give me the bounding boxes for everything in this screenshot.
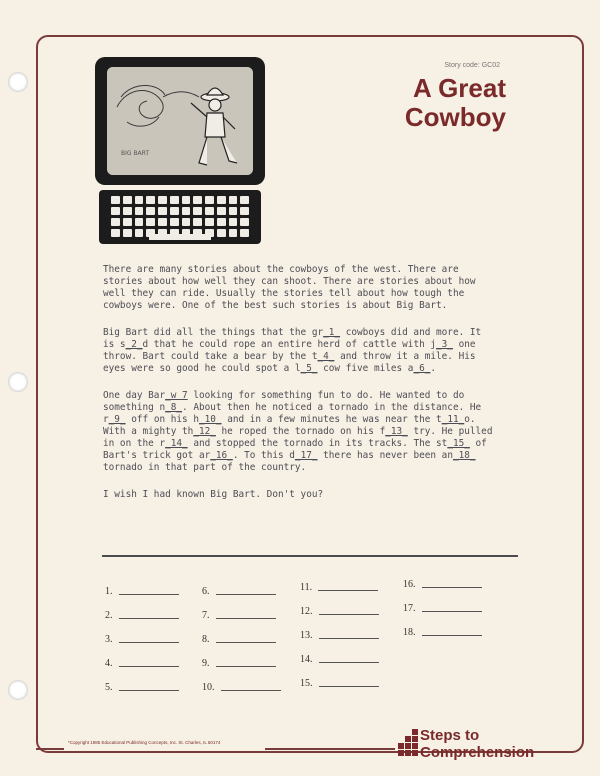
answer-blank[interactable] <box>403 603 482 614</box>
key <box>146 196 155 204</box>
answer-line[interactable] <box>422 587 482 588</box>
answer-line[interactable] <box>216 666 276 667</box>
key <box>205 196 214 204</box>
story-text-segment: . <box>430 363 437 374</box>
cloze-blank: _8_ <box>165 402 183 413</box>
story-text-segment: . To this d <box>232 450 295 461</box>
answer-blank[interactable] <box>300 654 379 665</box>
answer-line[interactable] <box>319 638 379 639</box>
answer-line[interactable] <box>119 666 179 667</box>
key <box>123 218 132 226</box>
key <box>146 207 155 215</box>
key <box>111 229 120 237</box>
key <box>135 218 144 226</box>
answer-blank[interactable] <box>300 606 379 617</box>
answer-number: 12. <box>300 606 313 617</box>
story-paragraph-1: There are many stories about the cowboys of the west. There are stories about how well they can shoot. There are stories about how well they can ride. Usually the stories tell about how tough the cowboys were. One of the best such stories is about Big Bart. <box>103 264 476 311</box>
story-text-segment: and stopped the tornado in its tracks. The st <box>187 438 448 449</box>
answer-blank[interactable] <box>202 586 276 597</box>
cloze-blank: _4_ <box>317 351 335 362</box>
answer-line[interactable] <box>422 611 482 612</box>
cloze-blank: _3_ <box>436 339 453 350</box>
answer-blanks <box>105 579 505 699</box>
answer-blank[interactable] <box>202 634 276 645</box>
cloze-blank: _5_ <box>300 363 318 374</box>
story-text-segment: off on his h <box>125 414 199 425</box>
answer-number: 13. <box>300 630 313 641</box>
answer-line[interactable] <box>422 635 482 636</box>
key <box>135 196 144 204</box>
footer-rule-right <box>265 748 395 750</box>
story-text-segment: he roped the tornado on his f <box>215 426 386 437</box>
answer-line[interactable] <box>319 686 379 687</box>
key <box>170 207 179 215</box>
answer-number: 14. <box>300 654 313 665</box>
cloze-blank: _6_ <box>413 363 431 374</box>
cloze-blank: _16_ <box>210 450 233 461</box>
story-paragraph-4: I wish I had known Big Bart. Don't you? <box>103 489 324 500</box>
answer-line[interactable] <box>119 618 179 619</box>
key <box>240 196 249 204</box>
cloze-blank: _w 7 <box>165 390 188 401</box>
monitor <box>95 57 265 185</box>
answer-blank[interactable] <box>202 610 276 621</box>
story-text-segment: d that he could rope an entire herd of cattle with j <box>142 339 437 350</box>
answer-blank[interactable] <box>105 658 179 669</box>
answer-line[interactable] <box>216 594 276 595</box>
answer-blank[interactable] <box>105 682 179 693</box>
cloze-blank: _13_ <box>385 426 408 437</box>
story-text-segment: and in a few minutes he was near the t <box>221 414 442 425</box>
answer-line[interactable] <box>119 642 179 643</box>
cloze-blank: _11_ <box>441 414 465 425</box>
key <box>123 207 132 215</box>
title-line-1: A Great <box>413 73 506 103</box>
cloze-blank: _1_ <box>323 327 341 338</box>
answer-blank[interactable] <box>300 582 378 593</box>
story-text-segment: there has never been an <box>317 450 453 461</box>
key <box>217 218 226 226</box>
key <box>182 218 191 226</box>
key <box>158 196 167 204</box>
answer-line[interactable] <box>319 662 379 663</box>
key <box>111 196 120 204</box>
key <box>229 196 238 204</box>
keyboard-keys <box>111 196 249 237</box>
key <box>135 207 144 215</box>
key <box>193 207 202 215</box>
key <box>182 207 191 215</box>
answer-line[interactable] <box>119 690 179 691</box>
answer-blank[interactable] <box>105 610 179 621</box>
answer-blank[interactable] <box>300 630 379 641</box>
copyright-text: *Copyright 1985 Educational Publishing Concepts, Inc. St. Charles, IL 60174 <box>68 740 221 745</box>
cloze-blank: _15_ <box>447 438 470 449</box>
story-paragraph-3 <box>103 390 493 474</box>
cloze-blank: _17_ <box>294 450 318 461</box>
story-text-segment: try. He pulled in on the r <box>103 426 493 449</box>
page-title <box>378 74 506 132</box>
answer-number: 17. <box>403 603 416 614</box>
cowboy-tornado-drawing <box>107 67 253 175</box>
story-text-segment: and throw it a mile. His eyes were so good he could spot a l <box>103 351 476 374</box>
punch-hole-top <box>8 72 28 92</box>
answer-number: 11. <box>300 582 313 593</box>
brand-text <box>420 727 534 761</box>
cloze-blank: _2_ <box>125 339 143 350</box>
story-paragraph-2 <box>103 327 493 375</box>
story-text-segment: looking for something fun to do. He wanted to do something n <box>103 390 465 413</box>
answer-line[interactable] <box>319 614 379 615</box>
divider-line <box>102 555 518 557</box>
answer-number: 2. <box>105 610 113 621</box>
key <box>170 218 179 226</box>
brand-logo <box>398 727 588 767</box>
answer-line[interactable] <box>216 642 276 643</box>
answer-number: 7. <box>202 610 210 621</box>
key <box>229 207 238 215</box>
story-text-segment: cow five miles a <box>317 363 414 374</box>
answer-line[interactable] <box>216 618 276 619</box>
keyboard <box>99 190 261 244</box>
story-text-segment: o. With a mighty th <box>103 414 476 437</box>
key <box>182 196 191 204</box>
cloze-blank: _9_ <box>108 414 126 425</box>
key <box>217 207 226 215</box>
answer-line[interactable] <box>221 690 281 691</box>
key <box>135 229 144 237</box>
answer-number: 1. <box>105 586 113 597</box>
key <box>111 207 120 215</box>
key <box>229 218 238 226</box>
cloze-blank: _18_ <box>452 450 476 461</box>
key <box>240 229 249 237</box>
answer-number: 4. <box>105 658 113 669</box>
key <box>123 229 132 237</box>
story-text-segment: cowboys did and more. It is s <box>103 327 482 350</box>
cloze-blank: _12_ <box>193 426 216 437</box>
steps-logo-icon <box>398 733 420 755</box>
key <box>217 196 226 204</box>
punch-hole-bottom <box>8 680 28 700</box>
key <box>229 229 238 237</box>
key <box>193 196 202 204</box>
monitor-screen <box>107 67 253 175</box>
answer-number: 3. <box>105 634 113 645</box>
key <box>240 218 249 226</box>
story-text <box>103 264 493 516</box>
story-code: Story code: GC02 <box>444 62 500 69</box>
key <box>240 207 249 215</box>
footer-rule-left <box>36 748 64 750</box>
answer-number: 5. <box>105 682 113 693</box>
key <box>111 218 120 226</box>
key <box>146 218 155 226</box>
answer-number: 18. <box>403 627 416 638</box>
answer-blank[interactable] <box>202 658 276 669</box>
answer-blank[interactable] <box>105 586 179 597</box>
story-text-segment: Big Bart did all the things that the gr <box>103 327 324 338</box>
answer-blank[interactable] <box>403 627 482 638</box>
story-text-segment: One day Bar <box>103 390 166 401</box>
answer-line[interactable] <box>318 590 378 591</box>
story-text-segment: . About then he noticed a tornado in the distance. He r <box>103 402 482 425</box>
answer-number: 6. <box>202 586 210 597</box>
screen-caption: BIG BART <box>121 150 150 157</box>
key <box>205 207 214 215</box>
answer-number: 15. <box>300 678 313 689</box>
cloze-blank: _14_ <box>165 438 188 449</box>
answer-line[interactable] <box>119 594 179 595</box>
brand-line-1: Steps to <box>420 727 480 744</box>
story-text-segment: tornado in that part of the country. <box>103 462 307 473</box>
punch-hole-middle <box>8 372 28 392</box>
key <box>123 196 132 204</box>
answer-number: 10. <box>202 682 215 693</box>
key <box>193 218 202 226</box>
key <box>205 218 214 226</box>
key <box>217 229 226 237</box>
key <box>158 207 167 215</box>
keyboard-spacebar <box>149 234 211 240</box>
answer-blank[interactable] <box>202 682 281 693</box>
answer-blank[interactable] <box>105 634 179 645</box>
story-text-segment: one throw. Bart could take a bear by the t <box>103 339 476 362</box>
title-line-2: Cowboy <box>404 102 506 132</box>
brand-line-2: Comprehension <box>420 744 535 761</box>
answer-number: 16. <box>403 579 416 590</box>
answer-number: 9. <box>202 658 210 669</box>
answer-blank[interactable] <box>403 579 482 590</box>
key <box>170 196 179 204</box>
computer-illustration <box>95 57 265 247</box>
cloze-blank: _10_ <box>198 414 222 425</box>
answer-number: 8. <box>202 634 210 645</box>
key <box>158 218 167 226</box>
story-text-segment: of Bart's trick got ar <box>103 438 487 461</box>
answer-blank[interactable] <box>300 678 379 689</box>
